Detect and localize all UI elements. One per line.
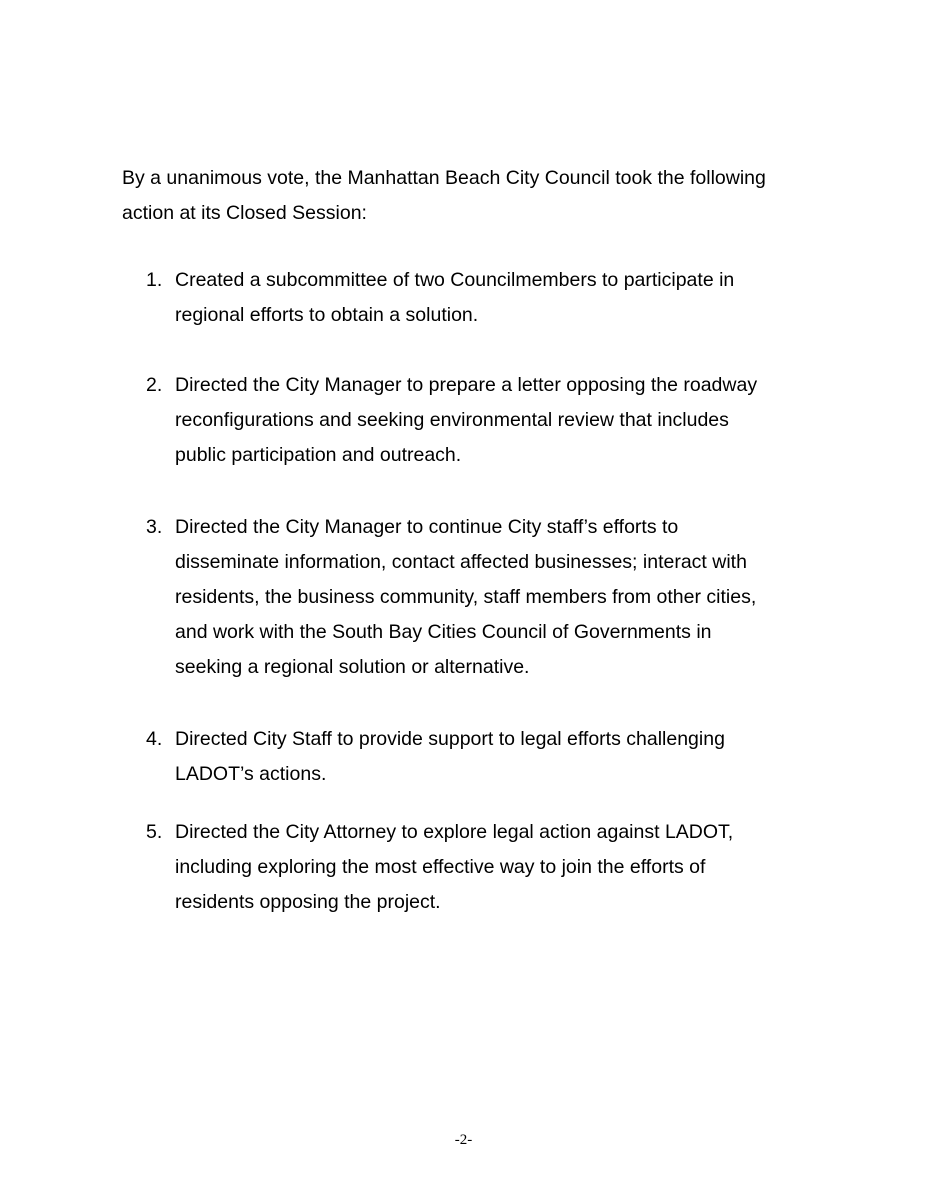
list-item-line: regional efforts to obtain a solution. bbox=[175, 304, 479, 326]
list-item-text bbox=[175, 510, 806, 685]
list-item-line: LADOT’s actions. bbox=[175, 763, 327, 785]
list-item-line: Directed the City Manager to prepare a letter opposing the roadway bbox=[175, 374, 758, 396]
list-item-line: disseminate information, contact affected businesses; interact with bbox=[175, 551, 747, 573]
list-item-1 bbox=[146, 263, 806, 333]
list-item-number: 2. bbox=[146, 374, 163, 396]
page-number: -2- bbox=[454, 1132, 473, 1148]
list-item-line: and work with the South Bay Cities Council of Governments in bbox=[175, 621, 712, 643]
list-item-line: public participation and outreach. bbox=[175, 444, 462, 466]
list-item-text bbox=[175, 263, 806, 333]
list-item-text bbox=[175, 815, 806, 920]
list-item-line: Directed City Staff to provide support to legal efforts challenging bbox=[175, 728, 725, 750]
list-item-4 bbox=[146, 722, 806, 792]
list-item-line: reconfigurations and seeking environmental review that includes bbox=[175, 409, 729, 431]
list-item-number: 4. bbox=[146, 728, 163, 750]
list-item-text bbox=[175, 368, 806, 473]
list-item-line: Directed the City Manager to continue City staff’s efforts to bbox=[175, 516, 679, 538]
intro-paragraph bbox=[122, 161, 812, 231]
list-item-line: residents, the business community, staff members from other cities, bbox=[175, 586, 757, 608]
intro-line: By a unanimous vote, the Manhattan Beach City Council took the following bbox=[122, 167, 766, 189]
list-item-line: Created a subcommittee of two Councilmembers to participate in bbox=[175, 269, 735, 291]
list-item-3 bbox=[146, 510, 806, 685]
list-item-number: 5. bbox=[146, 821, 163, 843]
list-item-text bbox=[175, 722, 806, 792]
list-item-line: residents opposing the project. bbox=[175, 891, 441, 913]
list-item-line: seeking a regional solution or alternative. bbox=[175, 656, 530, 678]
list-item-number: 3. bbox=[146, 516, 163, 538]
list-item-line: including exploring the most effective way to join the efforts of bbox=[175, 856, 706, 878]
list-item-line: Directed the City Attorney to explore legal action against LADOT, bbox=[175, 821, 734, 843]
list-item-5 bbox=[146, 815, 806, 920]
intro-line: action at its Closed Session: bbox=[122, 202, 367, 224]
list-item-number: 1. bbox=[146, 269, 163, 291]
list-item-2 bbox=[146, 368, 806, 473]
